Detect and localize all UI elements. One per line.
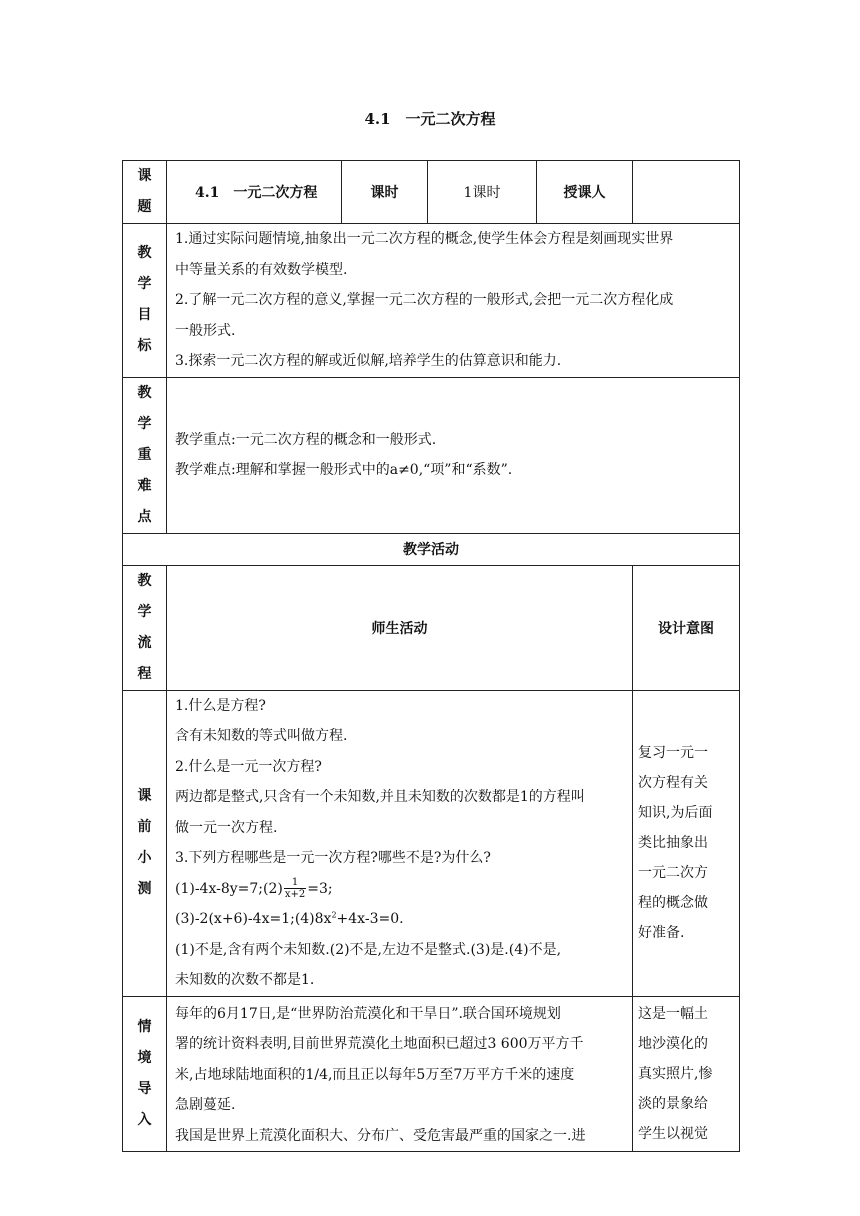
activity-column-header: 师生活动: [167, 565, 633, 690]
label-char: 教: [137, 245, 152, 262]
label-char: 前: [137, 819, 152, 835]
text-line: 一般形式.: [175, 322, 236, 339]
label-char: 导: [137, 1080, 152, 1097]
text-line: 署的统计资料表明,目前世界荒漠化土地面积已超过3 600万平方千: [175, 1036, 584, 1052]
label-char: 课: [137, 788, 152, 804]
pretest-lines-after: [175, 935, 624, 996]
text-line: 复习一元一: [638, 745, 708, 761]
text-line: 1.通过实际问题情境,抽象出一元二次方程的概念,使学生体会方程是刻画现实世界: [175, 231, 674, 247]
label-char: 境: [137, 1049, 152, 1066]
label-char: 小: [137, 850, 152, 866]
label-char: 流: [137, 634, 152, 651]
label-char: 重: [137, 446, 152, 463]
intro-row: [123, 996, 740, 1152]
header-row: [123, 161, 740, 224]
eq1-part-b: =3;: [307, 880, 333, 897]
text-line: 地沙漠化的: [638, 1035, 708, 1052]
period-value: 1课时: [428, 161, 537, 224]
text-line: 中等量关系的有效数学模型.: [175, 261, 348, 278]
text-line: 次方程有关: [638, 775, 708, 791]
text-line: 1.什么是方程?: [175, 697, 266, 714]
text-line: 含有未知数的等式叫做方程.: [175, 728, 348, 744]
period-label: 课时: [342, 161, 428, 224]
label-char: 学: [137, 415, 152, 432]
exponent: 2: [331, 910, 337, 920]
pretest-content: [167, 690, 633, 996]
lesson-plan-table: [122, 160, 740, 1152]
text-line: 好准备.: [638, 925, 685, 941]
text-line: (1)不是,含有两个未知数.(2)不是,左边不是整式.(3)是.(4)不是,: [175, 941, 562, 958]
teacher-value: [633, 161, 740, 224]
text-line: 学生以视觉: [638, 1125, 708, 1142]
pretest-label: [123, 690, 167, 996]
label-char: 学: [137, 276, 152, 293]
pretest-lines-before: [175, 691, 624, 874]
topic-value: 4.1 一元二次方程: [167, 161, 342, 224]
topic-label: [123, 161, 167, 224]
label-char: 教: [137, 572, 152, 589]
process-header-row: [123, 565, 740, 690]
intro-content: [167, 996, 633, 1152]
label-char: 学: [137, 603, 152, 620]
text-line: 米,占地球陆地面积的1/4,而且正以每年5万至7万平方千米的速度: [175, 1066, 575, 1083]
key-points-label: [123, 377, 167, 533]
objectives-row: [123, 224, 740, 378]
text-line: 知识,为后面: [638, 805, 713, 821]
intro-label: [123, 996, 167, 1152]
label-char: 标: [137, 338, 152, 355]
label-char: 教: [137, 384, 152, 401]
key-points-row: [123, 377, 740, 533]
text-line: 我国是世界上荒漠化面积大、分布广、受危害最严重的国家之一.进: [175, 1127, 586, 1144]
text-line: 3.探索一元二次方程的解或近似解,培养学生的估算意识和能力.: [175, 353, 562, 369]
pretest-intent: [633, 690, 740, 996]
pretest-row: [123, 690, 740, 996]
text-line: 真实照片,惨: [638, 1065, 713, 1082]
label-char: 难: [137, 477, 152, 494]
text-line: 淡的景象给: [638, 1095, 708, 1112]
text-line: 2.了解一元二次方程的意义,掌握一元二次方程的一般形式,会把一元二次方程化成: [175, 292, 674, 308]
fraction-denominator: x+2: [284, 889, 306, 900]
intent-column-header: 设计意图: [633, 565, 740, 690]
activities-header: 教学活动: [123, 533, 740, 565]
text-line: 2.什么是一元一次方程?: [175, 758, 322, 775]
text-line: 每年的6月17日,是“世界防治荒漠化和干旱日”.联合国环境规划: [175, 1005, 561, 1022]
document-title: 4.1 一元二次方程: [364, 110, 496, 128]
process-label: [123, 565, 167, 690]
text-line: 程的概念做: [638, 895, 708, 911]
teacher-label: 授课人: [537, 161, 633, 224]
label-char: 入: [137, 1111, 152, 1128]
label-char: 程: [137, 665, 152, 682]
text-line: 这是一幅土: [638, 1005, 708, 1022]
activities-header-row: [123, 533, 740, 565]
text-line: 两边都是整式,只含有一个未知数,并且未知数的次数都是1的方程叫: [175, 789, 585, 805]
text-line: 3.下列方程哪些是一元一次方程?哪些不是?为什么?: [175, 850, 491, 866]
text-line: 教学重点:一元二次方程的概念和一般形式.: [175, 431, 437, 448]
label-char: 点: [137, 508, 152, 525]
text-line: 做一元一次方程.: [175, 819, 278, 836]
text-line: 一元二次方: [638, 865, 708, 881]
label-char: 测: [137, 881, 152, 897]
fraction: [284, 877, 306, 900]
text-line: 类比抽象出: [638, 835, 708, 851]
text-line: 急剧蔓延.: [175, 1097, 236, 1113]
pretest-equation-line-1: [175, 874, 624, 905]
key-points-content: [167, 377, 740, 533]
label-char: 题: [137, 199, 152, 215]
eq2-part-b: +4x-3=0.: [336, 911, 404, 927]
eq1-part-a: (1)-4x-8y=7;(2): [175, 880, 283, 897]
label-char: 课: [137, 168, 152, 184]
fraction-numerator: 1: [284, 877, 306, 889]
label-char: 目: [137, 307, 152, 324]
objectives-content: [167, 224, 740, 378]
text-line: 未知数的次数不都是1.: [175, 972, 315, 988]
objectives-label: [123, 224, 167, 378]
intro-intent: [633, 996, 740, 1152]
text-line: 教学难点:理解和掌握一般形式中的a≠0,“项”和“系数”.: [175, 462, 513, 478]
pretest-equation-line-2: [175, 904, 624, 935]
label-char: 情: [137, 1018, 152, 1035]
eq2-part-a: (3)-2(x+6)-4x=1;(4)8x: [175, 911, 332, 927]
